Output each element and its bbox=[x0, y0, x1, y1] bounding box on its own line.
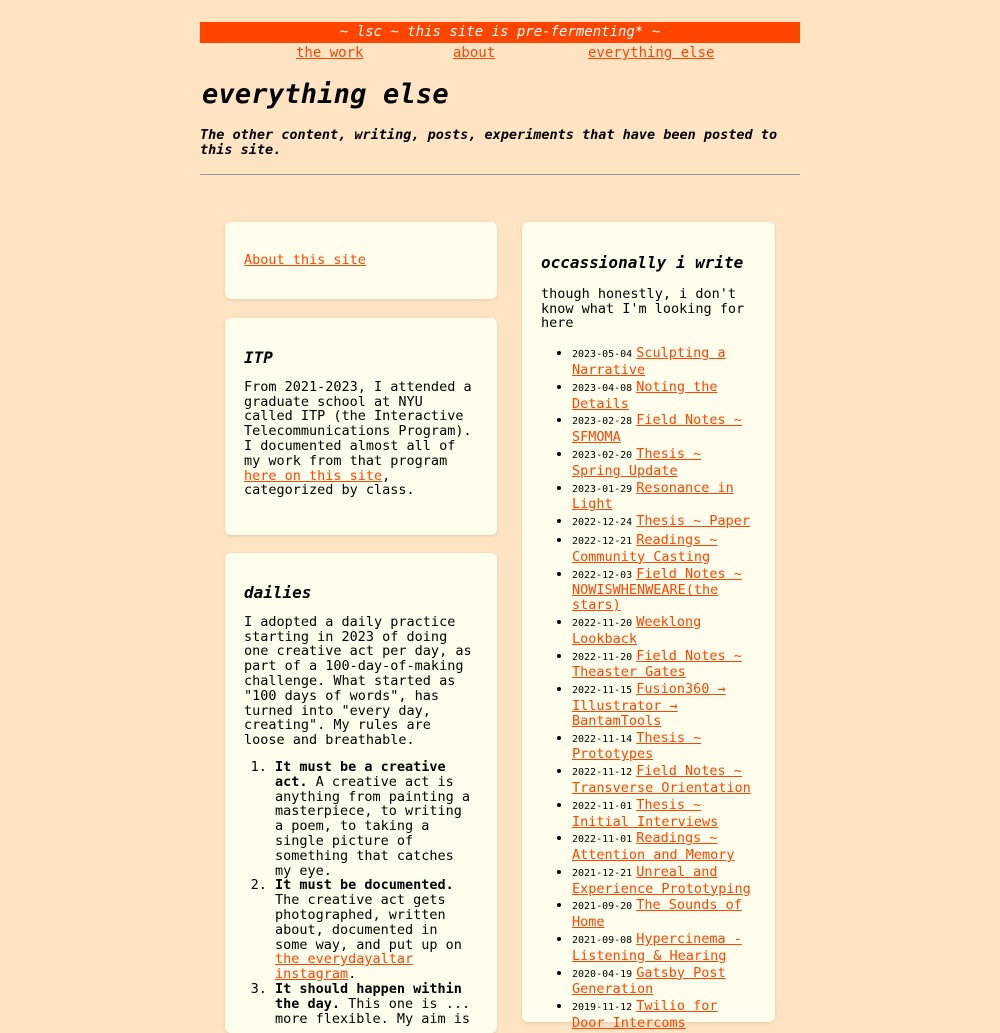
post-date: 2021-12-21 bbox=[572, 867, 633, 879]
post-item bbox=[572, 764, 756, 796]
rule-item bbox=[275, 760, 478, 878]
post-item bbox=[572, 447, 756, 479]
post-item bbox=[572, 932, 756, 964]
post-link[interactable]: Thesis ~ Prototypes bbox=[572, 729, 702, 763]
post-link[interactable]: Hypercinema - Listening & Hearing bbox=[572, 931, 742, 964]
dailies-card bbox=[225, 553, 497, 1033]
post-date: 2023-05-04 bbox=[572, 349, 633, 361]
post-date: 2021-09-08 bbox=[572, 935, 633, 947]
post-link[interactable]: The Sounds of Home bbox=[572, 897, 742, 931]
post-date: 2022-12-03 bbox=[572, 569, 633, 581]
rule-text: This one is ... more flexible. My aim is bbox=[275, 995, 471, 1027]
rule-heading: It must be a creative act. bbox=[275, 758, 446, 790]
post-link[interactable]: Unreal and Experience Prototyping bbox=[572, 863, 751, 897]
post-link[interactable]: Field Notes ~ NOWISWHENWEARE(the stars) bbox=[572, 565, 742, 614]
post-item bbox=[572, 966, 756, 998]
rule-text: The creative act gets photographed, written about, documented in some way, and put up on bbox=[275, 892, 462, 953]
post-item bbox=[572, 380, 756, 412]
post-item bbox=[572, 999, 756, 1031]
post-link[interactable]: Field Notes ~ Theaster Gates bbox=[572, 647, 742, 681]
post-link[interactable]: Twilio for Door Intercoms bbox=[572, 998, 718, 1032]
post-date: 2022-11-01 bbox=[572, 800, 633, 812]
post-item bbox=[572, 533, 756, 565]
post-date: 2022-12-24 bbox=[572, 517, 633, 529]
nav-everything-else[interactable]: everything else bbox=[588, 45, 715, 61]
site-banner: ~ lsc ~ this site is pre-fermenting* ~ bbox=[200, 22, 800, 43]
post-link[interactable]: Field Notes ~ SFMOMA bbox=[572, 412, 742, 446]
itp-card bbox=[225, 318, 497, 535]
page-subtitle: The other content, writing, posts, experiments that have been posted to this site. bbox=[200, 127, 778, 158]
post-date: 2019-11-12 bbox=[572, 1002, 633, 1014]
about-card bbox=[225, 222, 497, 299]
post-date: 2021-09-20 bbox=[572, 901, 633, 913]
post-date: 2022-12-21 bbox=[572, 535, 633, 547]
nav-the-work[interactable]: the work bbox=[296, 45, 364, 61]
instagram-link[interactable]: the everydayaltar instagram bbox=[275, 951, 414, 983]
post-link[interactable]: Fusion360 → Illustrator → BantamTools bbox=[572, 681, 726, 729]
writing-title: occassionally i write bbox=[541, 253, 744, 272]
post-item bbox=[572, 798, 756, 830]
post-date: 2022-11-15 bbox=[572, 685, 633, 697]
dailies-intro: I adopted a daily practice starting in 2023 of doing one creative act per day, as part of a 100-day-of-making challenge. What started as "100 days of words", has turned into "every day, creating". My rules are loose and breathable. bbox=[244, 613, 472, 749]
itp-title: ITP bbox=[244, 348, 273, 367]
post-date: 2023-02-28 bbox=[572, 416, 633, 428]
itp-description bbox=[244, 380, 478, 498]
rule-text-end: . bbox=[348, 966, 357, 983]
post-link[interactable]: Resonance in Light bbox=[572, 479, 734, 513]
nav-about[interactable]: about bbox=[453, 45, 496, 61]
about-site-link[interactable]: About this site bbox=[244, 252, 366, 268]
rule-item bbox=[275, 982, 478, 1026]
post-item bbox=[572, 481, 756, 513]
writing-intro: though honestly, i don't know what I'm looking for here bbox=[541, 285, 745, 332]
top-nav bbox=[200, 43, 800, 65]
post-link[interactable]: Field Notes ~ Transverse Orientation bbox=[572, 763, 751, 796]
post-item bbox=[572, 865, 756, 897]
post-date: 2022-11-20 bbox=[572, 651, 633, 663]
header-divider bbox=[200, 174, 800, 175]
post-item bbox=[572, 615, 756, 647]
rule-heading: It should happen within the day. bbox=[275, 980, 462, 1012]
post-link[interactable]: Thesis ~ Initial Interviews bbox=[572, 796, 719, 830]
post-item bbox=[572, 413, 756, 445]
post-link[interactable]: Gatsby Post Generation bbox=[572, 964, 726, 998]
post-link[interactable]: Readings ~ Attention and Memory bbox=[572, 830, 735, 864]
post-link[interactable]: Thesis ~ Spring Update bbox=[572, 445, 702, 479]
dailies-rules bbox=[244, 760, 478, 1026]
post-date: 2022-11-20 bbox=[572, 617, 633, 629]
post-date: 2023-02-20 bbox=[572, 449, 633, 461]
post-link[interactable]: Sculpting a Narrative bbox=[572, 345, 726, 378]
page-title: everything else bbox=[202, 79, 449, 110]
post-item bbox=[572, 831, 756, 863]
itp-text: From 2021-2023, I attended a graduate school at NYU called ITP (the Interactive Telecommunications Program). I documented almost all of my work from that program bbox=[244, 378, 472, 469]
post-item bbox=[572, 567, 756, 613]
post-item bbox=[572, 346, 756, 378]
post-link[interactable]: Thesis ~ Paper bbox=[636, 513, 751, 530]
writing-card bbox=[522, 222, 775, 1032]
post-list bbox=[541, 346, 756, 1031]
post-link[interactable]: Weeklong Lookback bbox=[572, 613, 702, 647]
rule-text: A creative act is anything from painting a masterpiece, to writing a poem, to taking a single picture of something that catches my eye. bbox=[275, 773, 471, 879]
post-link[interactable]: Readings ~ Community Casting bbox=[572, 531, 718, 565]
itp-text-end: , categorized by class. bbox=[244, 467, 415, 499]
post-date: 2023-01-29 bbox=[572, 483, 633, 495]
page-wrapper bbox=[200, 22, 800, 175]
post-item bbox=[572, 514, 756, 531]
post-link[interactable]: Noting the Details bbox=[572, 378, 718, 412]
itp-work-link[interactable]: here on this site bbox=[244, 467, 383, 484]
rule-heading: It must be documented. bbox=[275, 877, 454, 894]
post-item bbox=[572, 898, 756, 930]
post-item bbox=[572, 649, 756, 681]
dailies-title: dailies bbox=[244, 583, 312, 602]
post-item bbox=[572, 682, 756, 728]
post-date: 2023-04-08 bbox=[572, 382, 633, 394]
rule-item bbox=[275, 878, 478, 982]
post-item bbox=[572, 731, 756, 763]
post-date: 2022-11-01 bbox=[572, 834, 633, 846]
post-date: 2022-11-14 bbox=[572, 733, 633, 745]
post-date: 2020-04-19 bbox=[572, 968, 633, 980]
post-date: 2022-11-12 bbox=[572, 767, 633, 779]
